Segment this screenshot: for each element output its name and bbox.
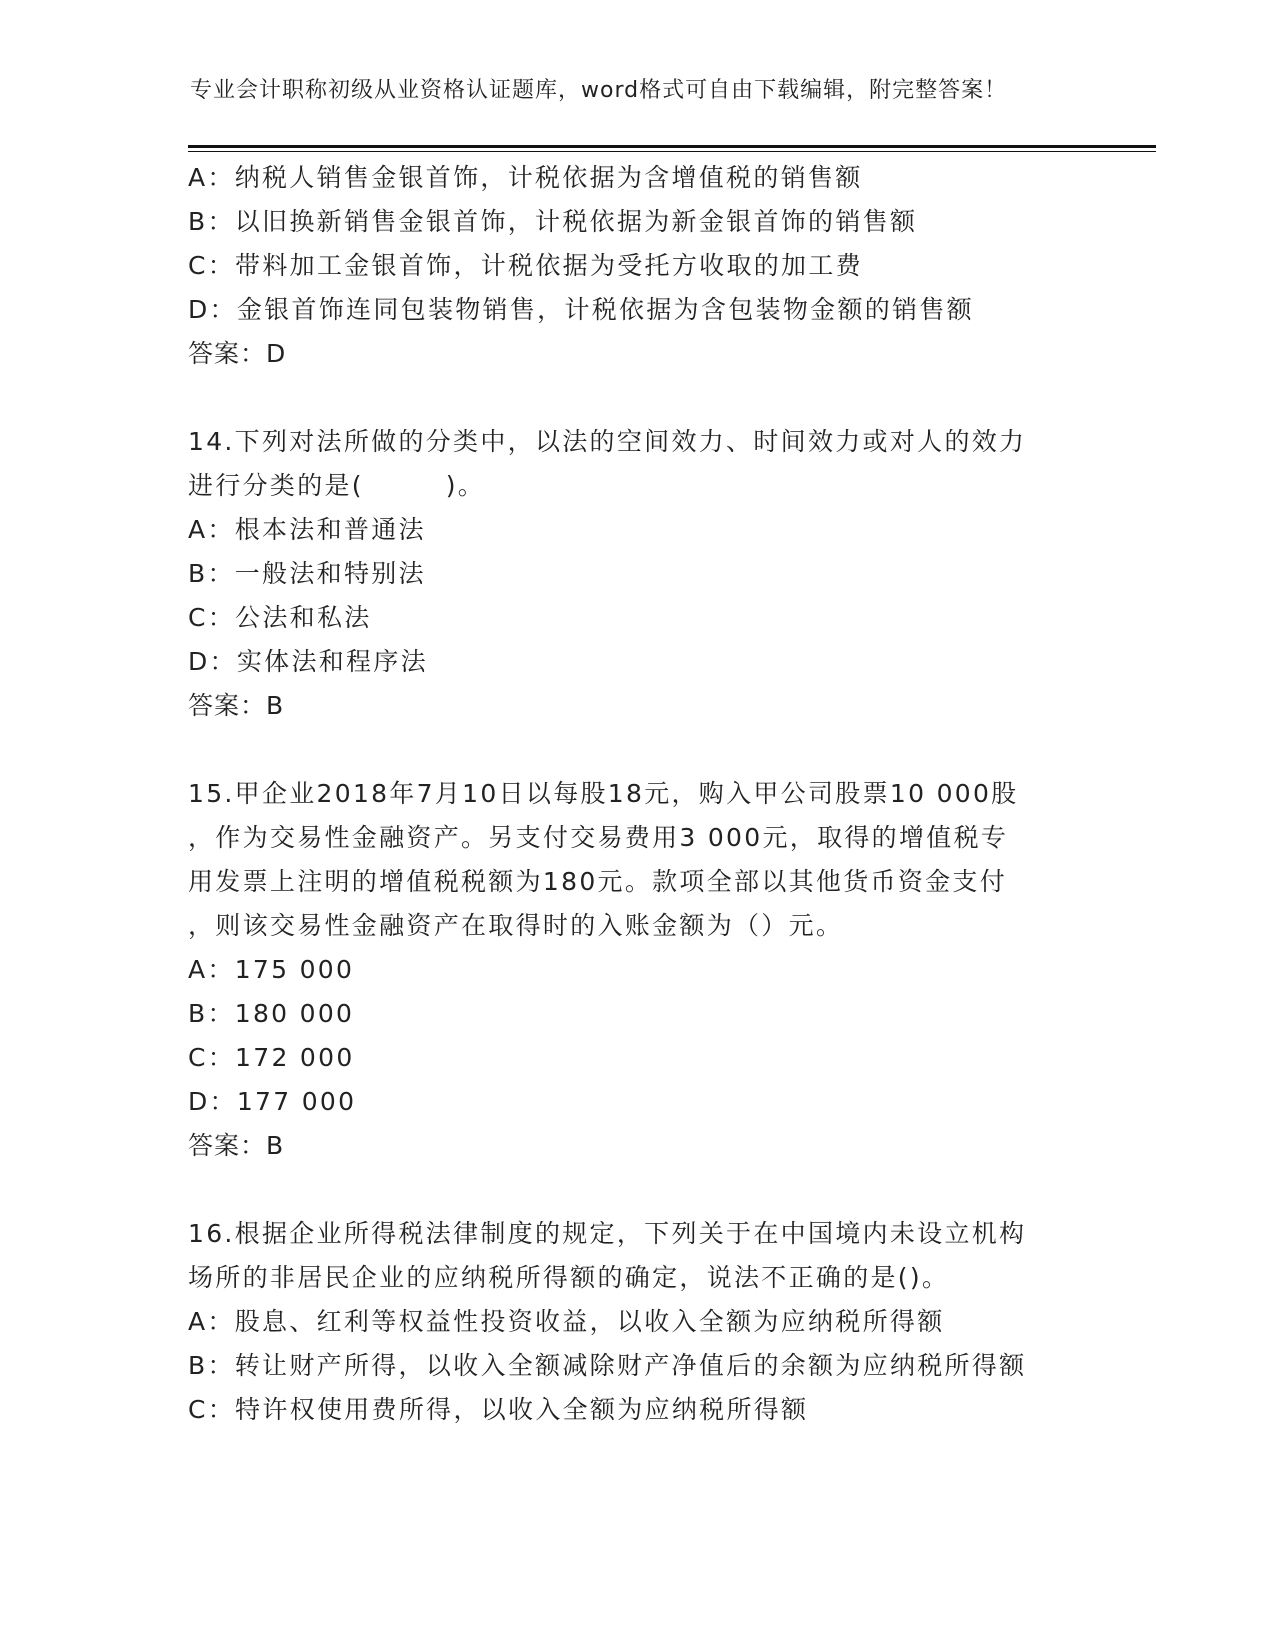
q14-question-line-2: 进行分类的是( )。	[188, 471, 486, 500]
q16-question-line-1: 16.根据企业所得税法律制度的规定，下列关于在中国境内未设立机构	[188, 1219, 1027, 1248]
q13-answer: 答案：D	[188, 339, 287, 368]
q16-option-a: A：股息、红利等权益性投资收益，以收入全额为应纳税所得额	[188, 1307, 945, 1336]
q15-option-a: A：175 000	[188, 955, 355, 984]
q15-question-line-3: 用发票上注明的增值税税额为180元。款项全部以其他货币资金支付	[188, 867, 1008, 896]
q13-option-a: A：纳税人销售金银首饰，计税依据为含增值税的销售额	[188, 163, 863, 192]
header-divider-thick	[188, 145, 1156, 148]
q13-option-d: D：金银首饰连同包装物销售，计税依据为含包装物金额的销售额	[188, 295, 974, 324]
q15-question-line-2: ，作为交易性金融资产。另支付交易费用3 000元，取得的增值税专	[188, 823, 1009, 852]
page-header: 专业会计职称初级从业资格认证题库，word格式可自由下载编辑，附完整答案！	[190, 78, 1008, 103]
q14-option-b: B：一般法和特别法	[188, 559, 426, 588]
q15-option-d: D：177 000	[188, 1087, 357, 1116]
q15-option-c: C：172 000	[188, 1043, 355, 1072]
q15-question-line-1: 15.甲企业2018年7月10日以每股18元，购入甲公司股票10 000股	[188, 779, 1019, 808]
q16-option-b: B：转让财产所得，以收入全额减除财产净值后的余额为应纳税所得额	[188, 1351, 1027, 1380]
q16-question-line-2: 场所的非居民企业的应纳税所得额的确定，说法不正确的是()。	[188, 1263, 950, 1292]
q14-option-a: A：根本法和普通法	[188, 515, 426, 544]
q15-question-line-4: ，则该交易性金融资产在取得时的入账金额为（）元。	[188, 911, 844, 940]
q14-option-c: C：公法和私法	[188, 603, 372, 632]
q14-answer: 答案：B	[188, 691, 285, 720]
q14-option-d: D：实体法和程序法	[188, 647, 428, 676]
q14-question-line-1: 14.下列对法所做的分类中，以法的空间效力、时间效力或对人的效力	[188, 427, 1027, 456]
q16-option-c: C：特许权使用费所得，以收入全额为应纳税所得额	[188, 1395, 809, 1424]
header-divider-thin	[188, 151, 1156, 152]
q13-option-b: B：以旧换新销售金银首饰，计税依据为新金银首饰的销售额	[188, 207, 918, 236]
q15-option-b: B：180 000	[188, 999, 355, 1028]
q15-answer: 答案：B	[188, 1131, 285, 1160]
q13-option-c: C：带料加工金银首饰，计税依据为受托方收取的加工费	[188, 251, 863, 280]
